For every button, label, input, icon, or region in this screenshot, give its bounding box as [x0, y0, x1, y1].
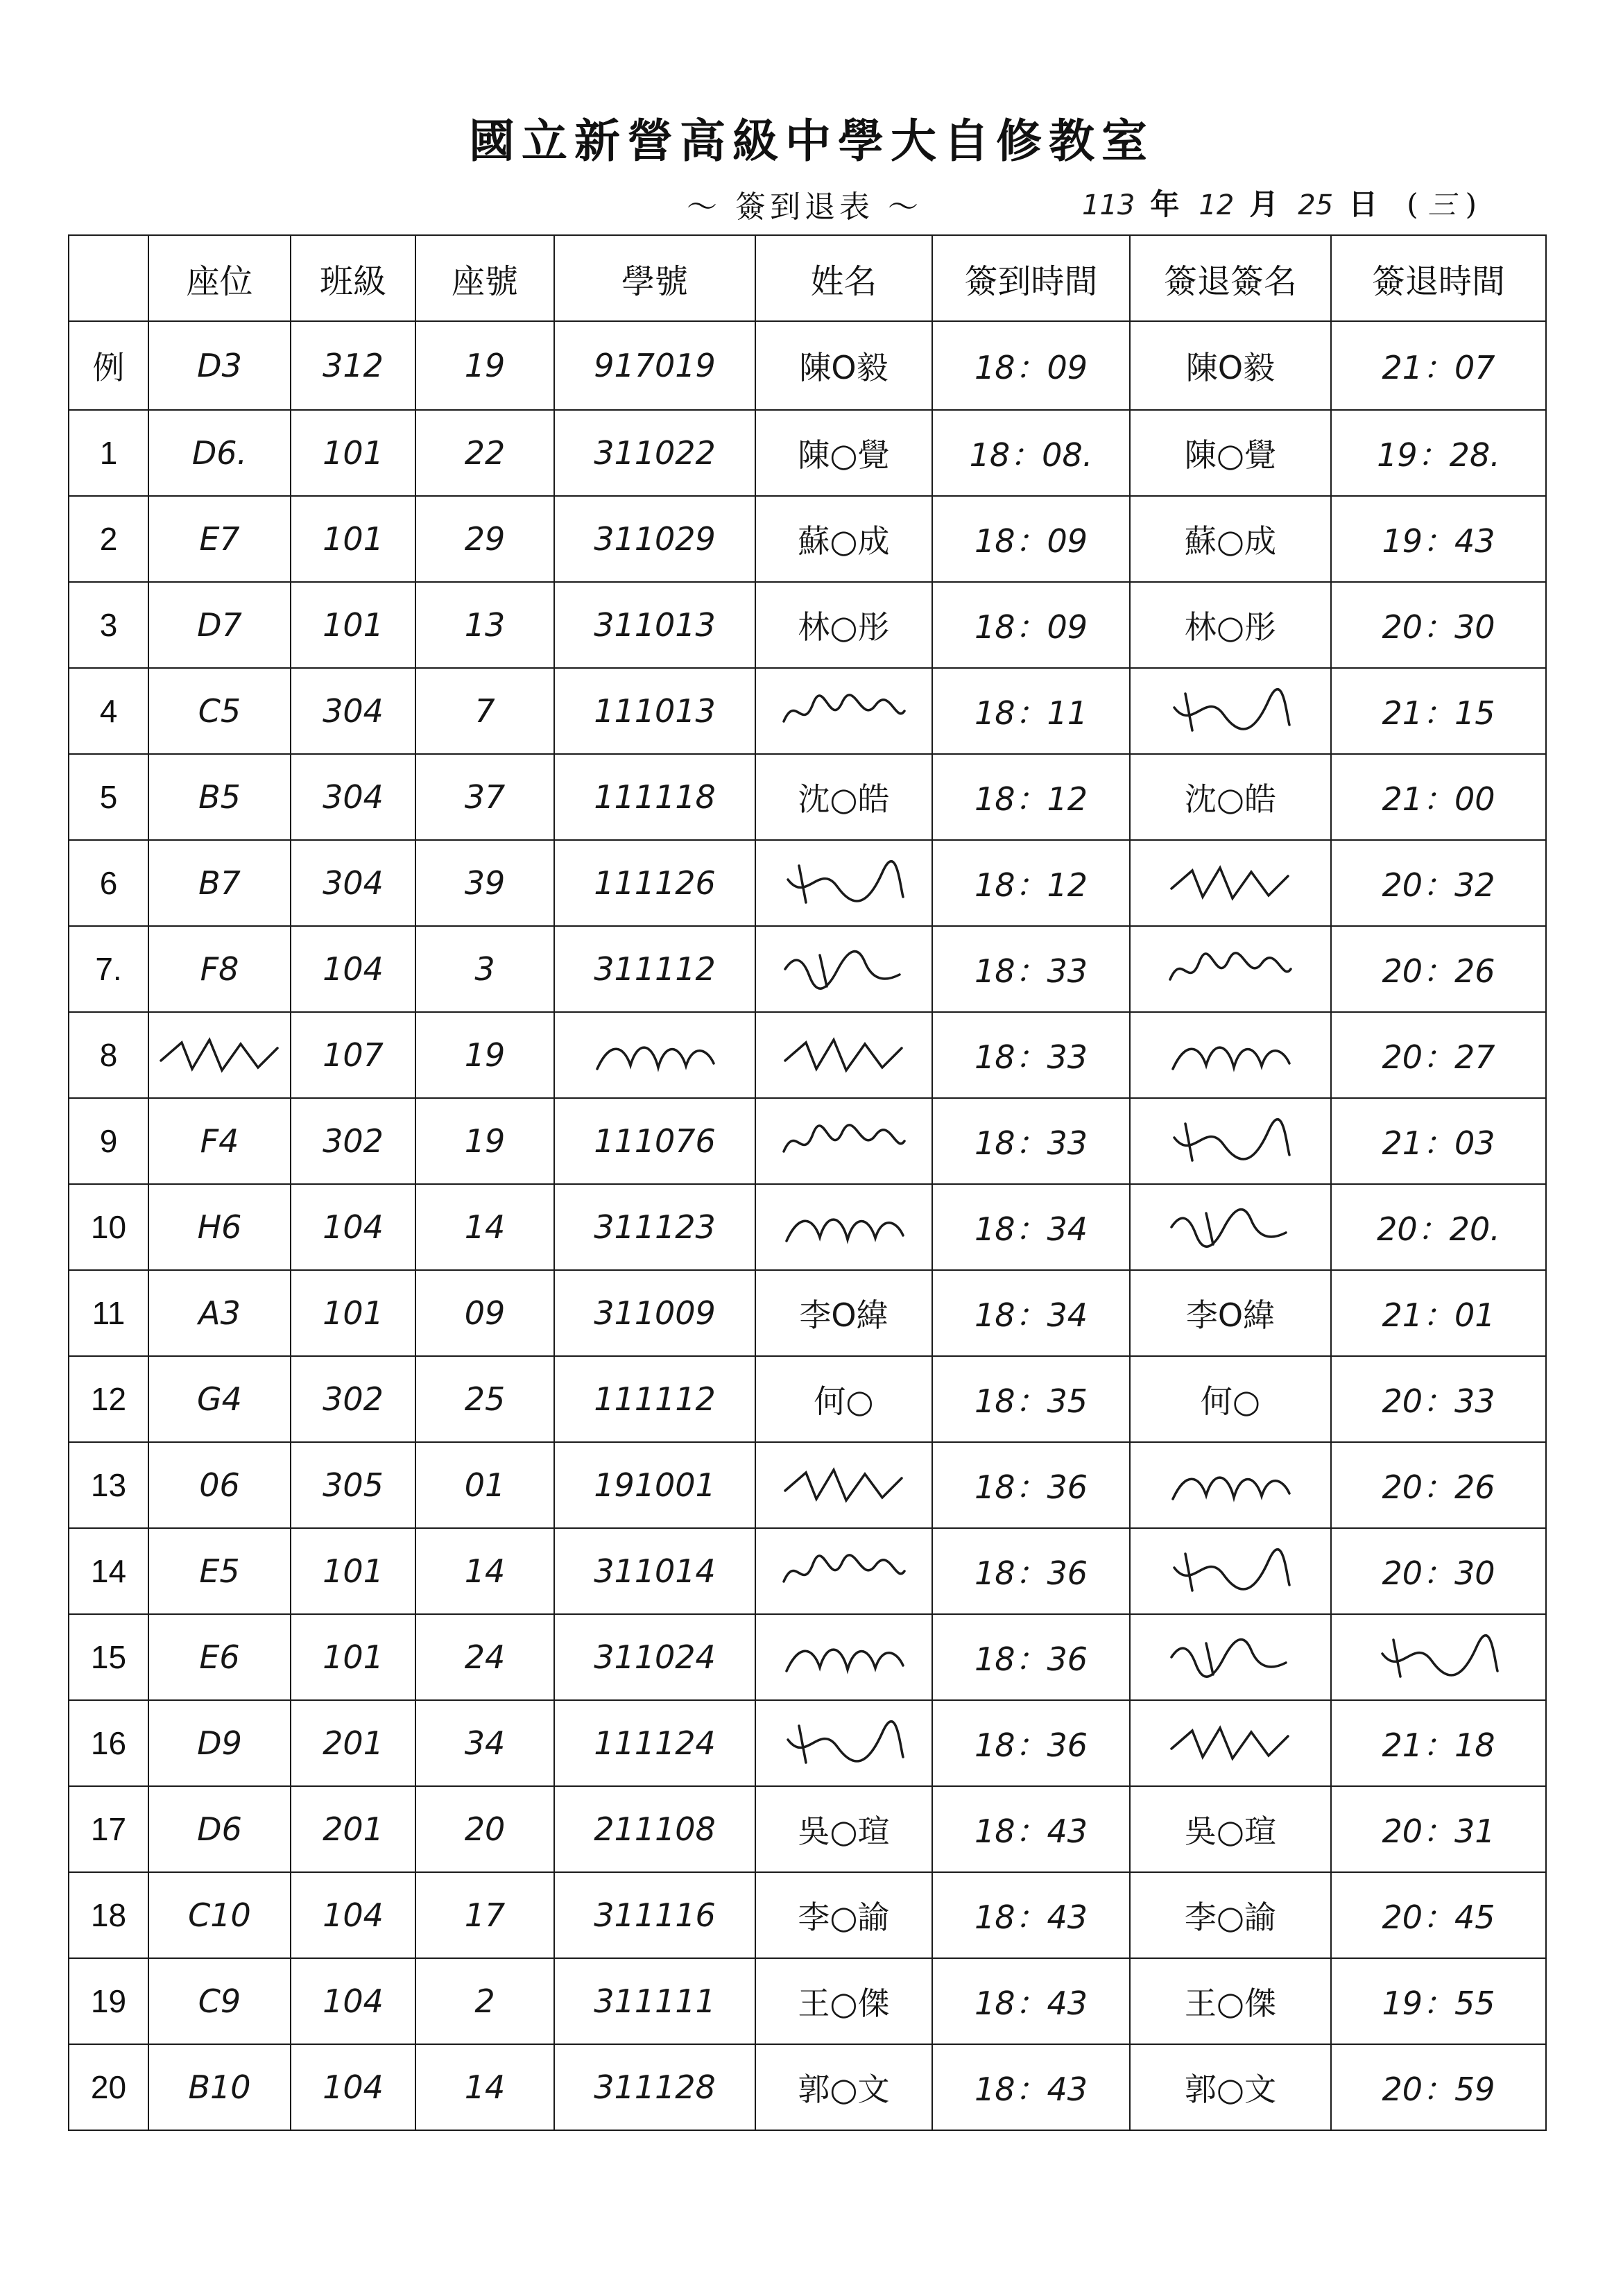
class-cell: 201 [291, 1786, 415, 1872]
class-cell: 312 [291, 321, 415, 410]
signout-time-cell: 20：30 [1331, 1528, 1546, 1614]
seat-number-cell: 20 [415, 1786, 554, 1872]
signout-signature-cell: 李O緯 [1130, 1270, 1331, 1356]
table-row [69, 496, 1546, 582]
seat-number-cell: 2 [415, 1958, 554, 2044]
student-id-cell: 311116 [554, 1872, 755, 1958]
name-cell: 何○ [755, 1356, 932, 1442]
class-cell: 101 [291, 1528, 415, 1614]
signout-signature-cell [1130, 1098, 1331, 1184]
table-body [69, 321, 1546, 2130]
signout-time-cell: 21：18 [1331, 1700, 1546, 1786]
signout-signature-cell: 林○彤 [1130, 582, 1331, 668]
table-row [69, 1700, 1546, 1786]
date-line [1082, 182, 1486, 223]
signin-time-cell: 18：09 [932, 582, 1130, 668]
class-cell: 304 [291, 668, 415, 754]
signout-signature-cell: 蘇○成 [1130, 496, 1331, 582]
student-id-cell [554, 1012, 755, 1098]
signature-scribble-icon [778, 1457, 910, 1513]
signin-time-cell: 18：08. [932, 410, 1130, 496]
table-row [69, 410, 1546, 496]
signout-signature-cell: 陳O毅 [1130, 321, 1331, 410]
signature-scribble-icon [1165, 855, 1296, 911]
col-header-seat-number: 座號 [415, 235, 554, 321]
signin-time-cell: 18：35 [932, 1356, 1130, 1442]
signout-signature-cell [1130, 840, 1331, 926]
student-id-cell: 311014 [554, 1528, 755, 1614]
name-cell [755, 1442, 932, 1528]
date-year-unit: 年 [1150, 187, 1180, 221]
class-cell: 101 [291, 496, 415, 582]
name-cell: 蘇○成 [755, 496, 932, 582]
signout-time-cell: 19：28. [1331, 410, 1546, 496]
name-cell [755, 1528, 932, 1614]
seat-cell: D9 [148, 1700, 291, 1786]
signin-table [68, 234, 1547, 2131]
col-header-seat: 座位 [148, 235, 291, 321]
signout-time-cell: 20：32 [1331, 840, 1546, 926]
row-number: 16 [69, 1700, 148, 1786]
row-number: 17 [69, 1786, 148, 1872]
seat-cell: B5 [148, 754, 291, 840]
row-number: 11 [69, 1270, 148, 1356]
signin-time-cell: 18：36 [932, 1528, 1130, 1614]
student-id-cell: 211108 [554, 1786, 755, 1872]
class-cell: 304 [291, 840, 415, 926]
name-cell: 吳○瑄 [755, 1786, 932, 1872]
signature-scribble-icon [778, 855, 910, 911]
signout-signature-cell: 吳○瑄 [1130, 1786, 1331, 1872]
seat-number-cell: 25 [415, 1356, 554, 1442]
student-id-cell: 111076 [554, 1098, 755, 1184]
student-id-cell: 311022 [554, 410, 755, 496]
row-number: 3 [69, 582, 148, 668]
row-number: 6 [69, 840, 148, 926]
student-id-cell: 111126 [554, 840, 755, 926]
seat-number-cell: 7 [415, 668, 554, 754]
seat-number-cell: 14 [415, 1184, 554, 1270]
name-cell: 沈○皓 [755, 754, 932, 840]
seat-number-cell: 39 [415, 840, 554, 926]
signature-scribble-icon [1165, 1027, 1296, 1083]
signin-time-cell: 18：33 [932, 1012, 1130, 1098]
seat-cell: D7 [148, 582, 291, 668]
signout-time-cell: 20：26 [1331, 926, 1546, 1012]
class-cell: 104 [291, 2044, 415, 2130]
table-header-row [69, 235, 1546, 321]
table-row [69, 2044, 1546, 2130]
signin-time-cell: 18：34 [932, 1184, 1130, 1270]
col-header-student-id: 學號 [554, 235, 755, 321]
signin-time-cell: 18：33 [932, 926, 1130, 1012]
seat-cell: C9 [148, 1958, 291, 2044]
table-row [69, 1614, 1546, 1700]
seat-cell: B7 [148, 840, 291, 926]
signin-time-cell: 18：34 [932, 1270, 1130, 1356]
signin-time-cell: 18：09 [932, 321, 1130, 410]
col-header-signout-time: 簽退時間 [1331, 235, 1546, 321]
signout-time-cell: 19：55 [1331, 1958, 1546, 2044]
row-number: 8 [69, 1012, 148, 1098]
table-row [69, 1184, 1546, 1270]
seat-cell: E5 [148, 1528, 291, 1614]
class-cell: 104 [291, 1958, 415, 2044]
table-row [69, 1442, 1546, 1528]
class-cell: 104 [291, 1872, 415, 1958]
name-cell [755, 1012, 932, 1098]
col-header-signout-signature: 簽退簽名 [1130, 235, 1331, 321]
signout-signature-cell: 陳○覺 [1130, 410, 1331, 496]
seat-cell: F4 [148, 1098, 291, 1184]
signin-time-cell: 18：09 [932, 496, 1130, 582]
student-id-cell: 311009 [554, 1270, 755, 1356]
signout-signature-cell [1130, 1700, 1331, 1786]
name-cell: 李O緯 [755, 1270, 932, 1356]
signout-time-cell: 20：31 [1331, 1786, 1546, 1872]
signature-scribble-icon [1165, 1715, 1296, 1771]
class-cell: 201 [291, 1700, 415, 1786]
seat-cell: F8 [148, 926, 291, 1012]
date-year: 113 [1082, 189, 1135, 221]
student-id-cell: 917019 [554, 321, 755, 410]
class-cell: 101 [291, 1270, 415, 1356]
signout-time-cell: 20：45 [1331, 1872, 1546, 1958]
row-number: 18 [69, 1872, 148, 1958]
signature-scribble-icon [154, 1027, 286, 1083]
signout-signature-cell: 何○ [1130, 1356, 1331, 1442]
signout-signature-cell: 沈○皓 [1130, 754, 1331, 840]
seat-number-cell: 19 [415, 321, 554, 410]
student-id-cell: 191001 [554, 1442, 755, 1528]
student-id-cell: 311029 [554, 496, 755, 582]
seat-number-cell: 13 [415, 582, 554, 668]
student-id-cell: 311024 [554, 1614, 755, 1700]
student-id-cell: 311112 [554, 926, 755, 1012]
seat-cell [148, 1012, 291, 1098]
seat-number-cell: 24 [415, 1614, 554, 1700]
signout-signature-cell: 李○諭 [1130, 1872, 1331, 1958]
seat-cell: A3 [148, 1270, 291, 1356]
date-month: 12 [1199, 189, 1235, 221]
row-number: 10 [69, 1184, 148, 1270]
name-cell: 林○彤 [755, 582, 932, 668]
signature-scribble-icon [1165, 941, 1296, 997]
seat-number-cell: 34 [415, 1700, 554, 1786]
signout-time-cell: 19：43 [1331, 496, 1546, 582]
signout-time-cell: 21：07 [1331, 321, 1546, 410]
seat-number-cell: 14 [415, 1528, 554, 1614]
class-cell: 107 [291, 1012, 415, 1098]
student-id-cell: 311128 [554, 2044, 755, 2130]
row-number: 2 [69, 496, 148, 582]
signin-time-cell: 18：43 [932, 1958, 1130, 2044]
signout-time-cell: 20：27 [1331, 1012, 1546, 1098]
table-row [69, 1528, 1546, 1614]
seat-number-cell: 3 [415, 926, 554, 1012]
signout-time-cell: 21：01 [1331, 1270, 1546, 1356]
signature-scribble-icon [778, 1715, 910, 1771]
name-cell [755, 1700, 932, 1786]
student-id-cell: 111013 [554, 668, 755, 754]
table-row [69, 1012, 1546, 1098]
seat-number-cell: 19 [415, 1012, 554, 1098]
class-cell: 101 [291, 410, 415, 496]
col-header-class: 班級 [291, 235, 415, 321]
table-row [69, 1270, 1546, 1356]
signout-signature-cell [1130, 1184, 1331, 1270]
signout-time-cell: 20：59 [1331, 2044, 1546, 2130]
date-paren-close: ) [1465, 187, 1477, 221]
seat-number-cell: 01 [415, 1442, 554, 1528]
name-cell [755, 840, 932, 926]
signin-time-cell: 18：43 [932, 1786, 1130, 1872]
form-subtitle: ～ 簽到退表 ～ [687, 189, 922, 225]
class-cell: 305 [291, 1442, 415, 1528]
signout-time-cell: 21：00 [1331, 754, 1546, 840]
seat-cell: E7 [148, 496, 291, 582]
seat-number-cell: 14 [415, 2044, 554, 2130]
signature-scribble-icon [778, 683, 910, 739]
signout-signature-cell [1130, 926, 1331, 1012]
date-paren-open: ( [1407, 187, 1418, 221]
signature-scribble-icon [778, 1199, 910, 1255]
signout-signature-cell: 王○傑 [1130, 1958, 1331, 2044]
signout-signature-cell [1130, 668, 1331, 754]
table-row [69, 840, 1546, 926]
row-number: 12 [69, 1356, 148, 1442]
signature-scribble-icon [778, 1629, 910, 1685]
name-cell [755, 1098, 932, 1184]
date-day-unit: 日 [1348, 187, 1378, 221]
name-cell: 李○諭 [755, 1872, 932, 1958]
table-row [69, 668, 1546, 754]
row-number: 15 [69, 1614, 148, 1700]
seat-cell: 06 [148, 1442, 291, 1528]
name-cell [755, 1614, 932, 1700]
table-row [69, 926, 1546, 1012]
seat-cell: C5 [148, 668, 291, 754]
student-id-cell: 111124 [554, 1700, 755, 1786]
date-weekday: 三 [1427, 189, 1456, 221]
signout-signature-cell [1130, 1614, 1331, 1700]
row-number: 1 [69, 410, 148, 496]
name-cell: 王○傑 [755, 1958, 932, 2044]
page-title: 國立新營高級中學大自修教室 [469, 114, 1154, 168]
signin-time-cell: 18：11 [932, 668, 1130, 754]
seat-cell: B10 [148, 2044, 291, 2130]
seat-number-cell: 19 [415, 1098, 554, 1184]
row-number: 13 [69, 1442, 148, 1528]
class-cell: 101 [291, 582, 415, 668]
name-cell [755, 926, 932, 1012]
date-month-unit: 月 [1249, 187, 1279, 221]
signout-signature-cell [1130, 1528, 1331, 1614]
name-cell [755, 1184, 932, 1270]
signin-time-cell: 18：12 [932, 754, 1130, 840]
class-cell: 302 [291, 1356, 415, 1442]
signature-scribble-icon [1165, 1629, 1296, 1685]
class-cell: 304 [291, 754, 415, 840]
signout-signature-cell: 郭○文 [1130, 2044, 1331, 2130]
signature-scribble-icon [1165, 1457, 1296, 1513]
signature-scribble-icon [1165, 683, 1296, 739]
student-id-cell: 311123 [554, 1184, 755, 1270]
seat-number-cell: 09 [415, 1270, 554, 1356]
seat-number-cell: 22 [415, 410, 554, 496]
col-header-index [69, 235, 148, 321]
signout-time-cell: 20：20. [1331, 1184, 1546, 1270]
seat-cell: D3 [148, 321, 291, 410]
signature-scribble-icon [778, 1543, 910, 1599]
class-cell: 101 [291, 1614, 415, 1700]
seat-cell: D6 [148, 1786, 291, 1872]
row-number: 9 [69, 1098, 148, 1184]
signature-scribble-icon [1165, 1113, 1296, 1169]
col-header-signin-time: 簽到時間 [932, 235, 1130, 321]
row-number: 4 [69, 668, 148, 754]
signout-time-cell: 20：30 [1331, 582, 1546, 668]
seat-number-cell: 17 [415, 1872, 554, 1958]
student-id-cell: 111118 [554, 754, 755, 840]
seat-number-cell: 29 [415, 496, 554, 582]
class-cell: 302 [291, 1098, 415, 1184]
seat-cell: H6 [148, 1184, 291, 1270]
table-row [69, 1356, 1546, 1442]
signature-scribble-icon [1165, 1543, 1296, 1599]
signin-time-cell: 18：36 [932, 1442, 1130, 1528]
signature-scribble-icon [589, 1027, 721, 1083]
student-id-cell: 311111 [554, 1958, 755, 2044]
signout-signature-cell [1130, 1442, 1331, 1528]
table-row [69, 754, 1546, 840]
row-number: 14 [69, 1528, 148, 1614]
name-cell: 陳○覺 [755, 410, 932, 496]
seat-number-cell: 37 [415, 754, 554, 840]
table-row [69, 1872, 1546, 1958]
class-cell: 104 [291, 926, 415, 1012]
signin-time-cell: 18：43 [932, 1872, 1130, 1958]
signature-scribble-icon [778, 1113, 910, 1169]
signin-time-cell: 18：12 [932, 840, 1130, 926]
student-id-cell: 111112 [554, 1356, 755, 1442]
signature-scribble-icon [778, 941, 910, 997]
row-number: 19 [69, 1958, 148, 2044]
seat-cell: G4 [148, 1356, 291, 1442]
row-number: 例 [69, 321, 148, 410]
row-number: 20 [69, 2044, 148, 2130]
signature-scribble-icon [1373, 1629, 1504, 1685]
class-cell: 104 [291, 1184, 415, 1270]
table-row [69, 1958, 1546, 2044]
name-cell: 陳O毅 [755, 321, 932, 410]
seat-cell: C10 [148, 1872, 291, 1958]
name-cell [755, 668, 932, 754]
table-row [69, 582, 1546, 668]
signin-time-cell: 18：36 [932, 1614, 1130, 1700]
signin-time-cell: 18：33 [932, 1098, 1130, 1184]
example-row [69, 321, 1546, 410]
signout-time-cell: 21：15 [1331, 668, 1546, 754]
seat-cell: D6. [148, 410, 291, 496]
signin-time-cell: 18：43 [932, 2044, 1130, 2130]
name-cell: 郭○文 [755, 2044, 932, 2130]
signature-scribble-icon [1165, 1199, 1296, 1255]
signout-signature-cell [1130, 1012, 1331, 1098]
seat-cell: E6 [148, 1614, 291, 1700]
signout-time-cell: 21：03 [1331, 1098, 1546, 1184]
signout-time-cell: 20：26 [1331, 1442, 1546, 1528]
table-row [69, 1786, 1546, 1872]
date-day: 25 [1298, 189, 1334, 221]
student-id-cell: 311013 [554, 582, 755, 668]
col-header-name: 姓名 [755, 235, 932, 321]
row-number: 5 [69, 754, 148, 840]
signin-time-cell: 18：36 [932, 1700, 1130, 1786]
row-number: 7. [69, 926, 148, 1012]
signout-time-cell [1331, 1614, 1546, 1700]
signature-scribble-icon [778, 1027, 910, 1083]
signout-time-cell: 20：33 [1331, 1356, 1546, 1442]
table-row [69, 1098, 1546, 1184]
